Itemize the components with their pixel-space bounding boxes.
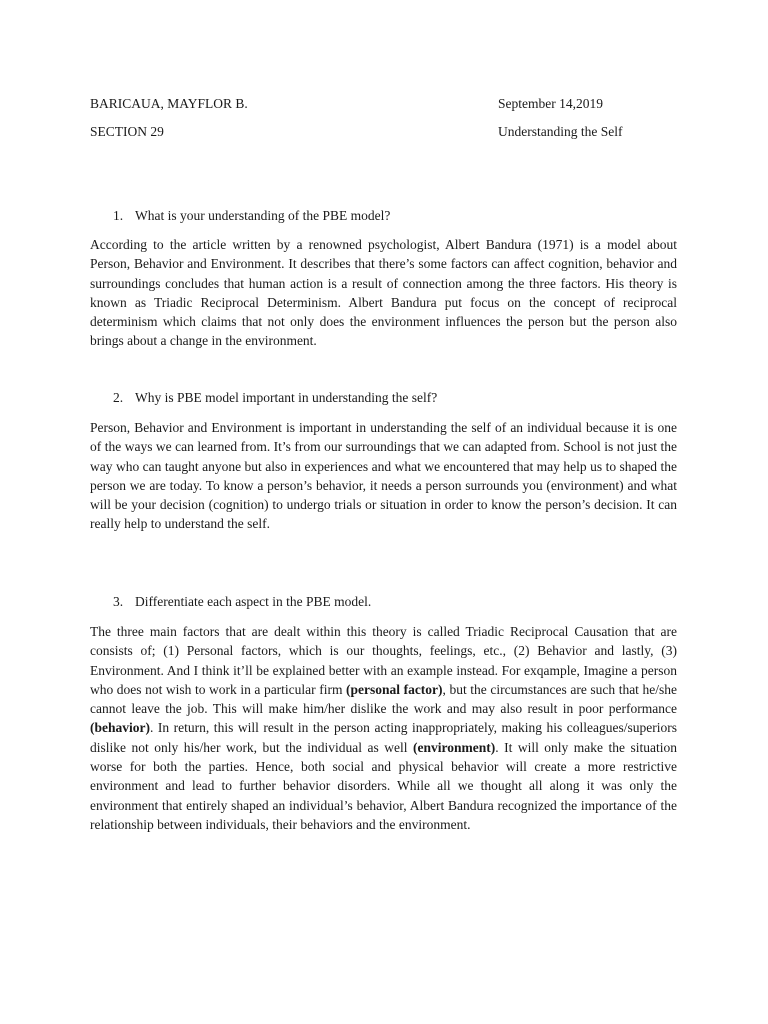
question-number: 2. [113, 390, 124, 405]
course-subject: Understanding the Self [498, 124, 623, 139]
submission-date: September 14,2019 [498, 96, 603, 111]
answer-3 [90, 622, 677, 834]
emphasis-personal-factor: (personal factor) [346, 681, 443, 697]
section-label: SECTION 29 [90, 124, 164, 139]
answer-text: . It will only make the situation worse for both the parties. Hence, both social and physical behavior will create a more restrictive environment and lead to further behavior disorders. While all we thought all along it was only the environment that entirely shaped an individual’s behavior, Albert Bandura recognized the importance of the relationship between individuals, their behaviors and the environment. [90, 739, 677, 832]
answer-text: , but the circumstances are such that he/she cannot leave the job. This will make him/her dislike the work and may also result in poor performance [90, 681, 677, 717]
question-number: 3. [113, 594, 124, 609]
emphasis-environment: (environment) [412, 739, 496, 755]
answer-text: The three main factors that are dealt within this theory is called Triadic Reciprocal Causation that are consists of; (1) Personal factors, which is our thoughts, feelings, etc., (2) Behavior and lastly, (3) Environment. And I think it’ll be explained better with an example instead. For exqample, Imagine a person who does not wish to work in a particular firm [90, 624, 677, 697]
header-row-1 [90, 95, 680, 113]
student-name: BARICAUA, MAYFLOR B. [90, 96, 248, 111]
question-2 [113, 389, 680, 407]
header-row-2 [90, 123, 680, 141]
question-1 [113, 207, 680, 225]
question-number: 1. [113, 208, 124, 223]
question-3 [113, 593, 680, 611]
question-text: Why is PBE model important in understanding the self? [135, 390, 438, 405]
answer-1: According to the article written by a renowned psychologist, Albert Bandura (1971) is a model about Person, Behavior and Environment. It describes that there’s some factors can affect cognition, behavior and surroundings concludes that human action is a result of connection among the three factors. His theory is known as Triadic Reciprocal Determinism. Albert Bandura put focus on the concept of reciprocal determinism which claims that not only does the environment influences the person but the person also brings about a change in the environment. [90, 237, 677, 349]
emphasis-behavior: (behavior) [90, 720, 150, 736]
question-text: What is your understanding of the PBE model? [135, 208, 391, 223]
question-text: Differentiate each aspect in the PBE model. [135, 594, 372, 609]
answer-text: . In return, this will result in the person acting inappropriately, making his colleagues/superiors dislike not only his/her work, but the individual as well [90, 720, 677, 755]
answer-2: Person, Behavior and Environment is important in understanding the self of an individual because it is one of the ways we can learned from. It’s from our surroundings that we can adapted from. School is not just the way who can taught anyone but also in experiences and what we encountered that may help us to shaped the person we are today. To know a person’s behavior, it needs a person surrounds you (environment) and what will be your decision (cognition) to undergo trials or situation in order to know the person’s decision. It can really help to understand the self. [90, 420, 677, 532]
